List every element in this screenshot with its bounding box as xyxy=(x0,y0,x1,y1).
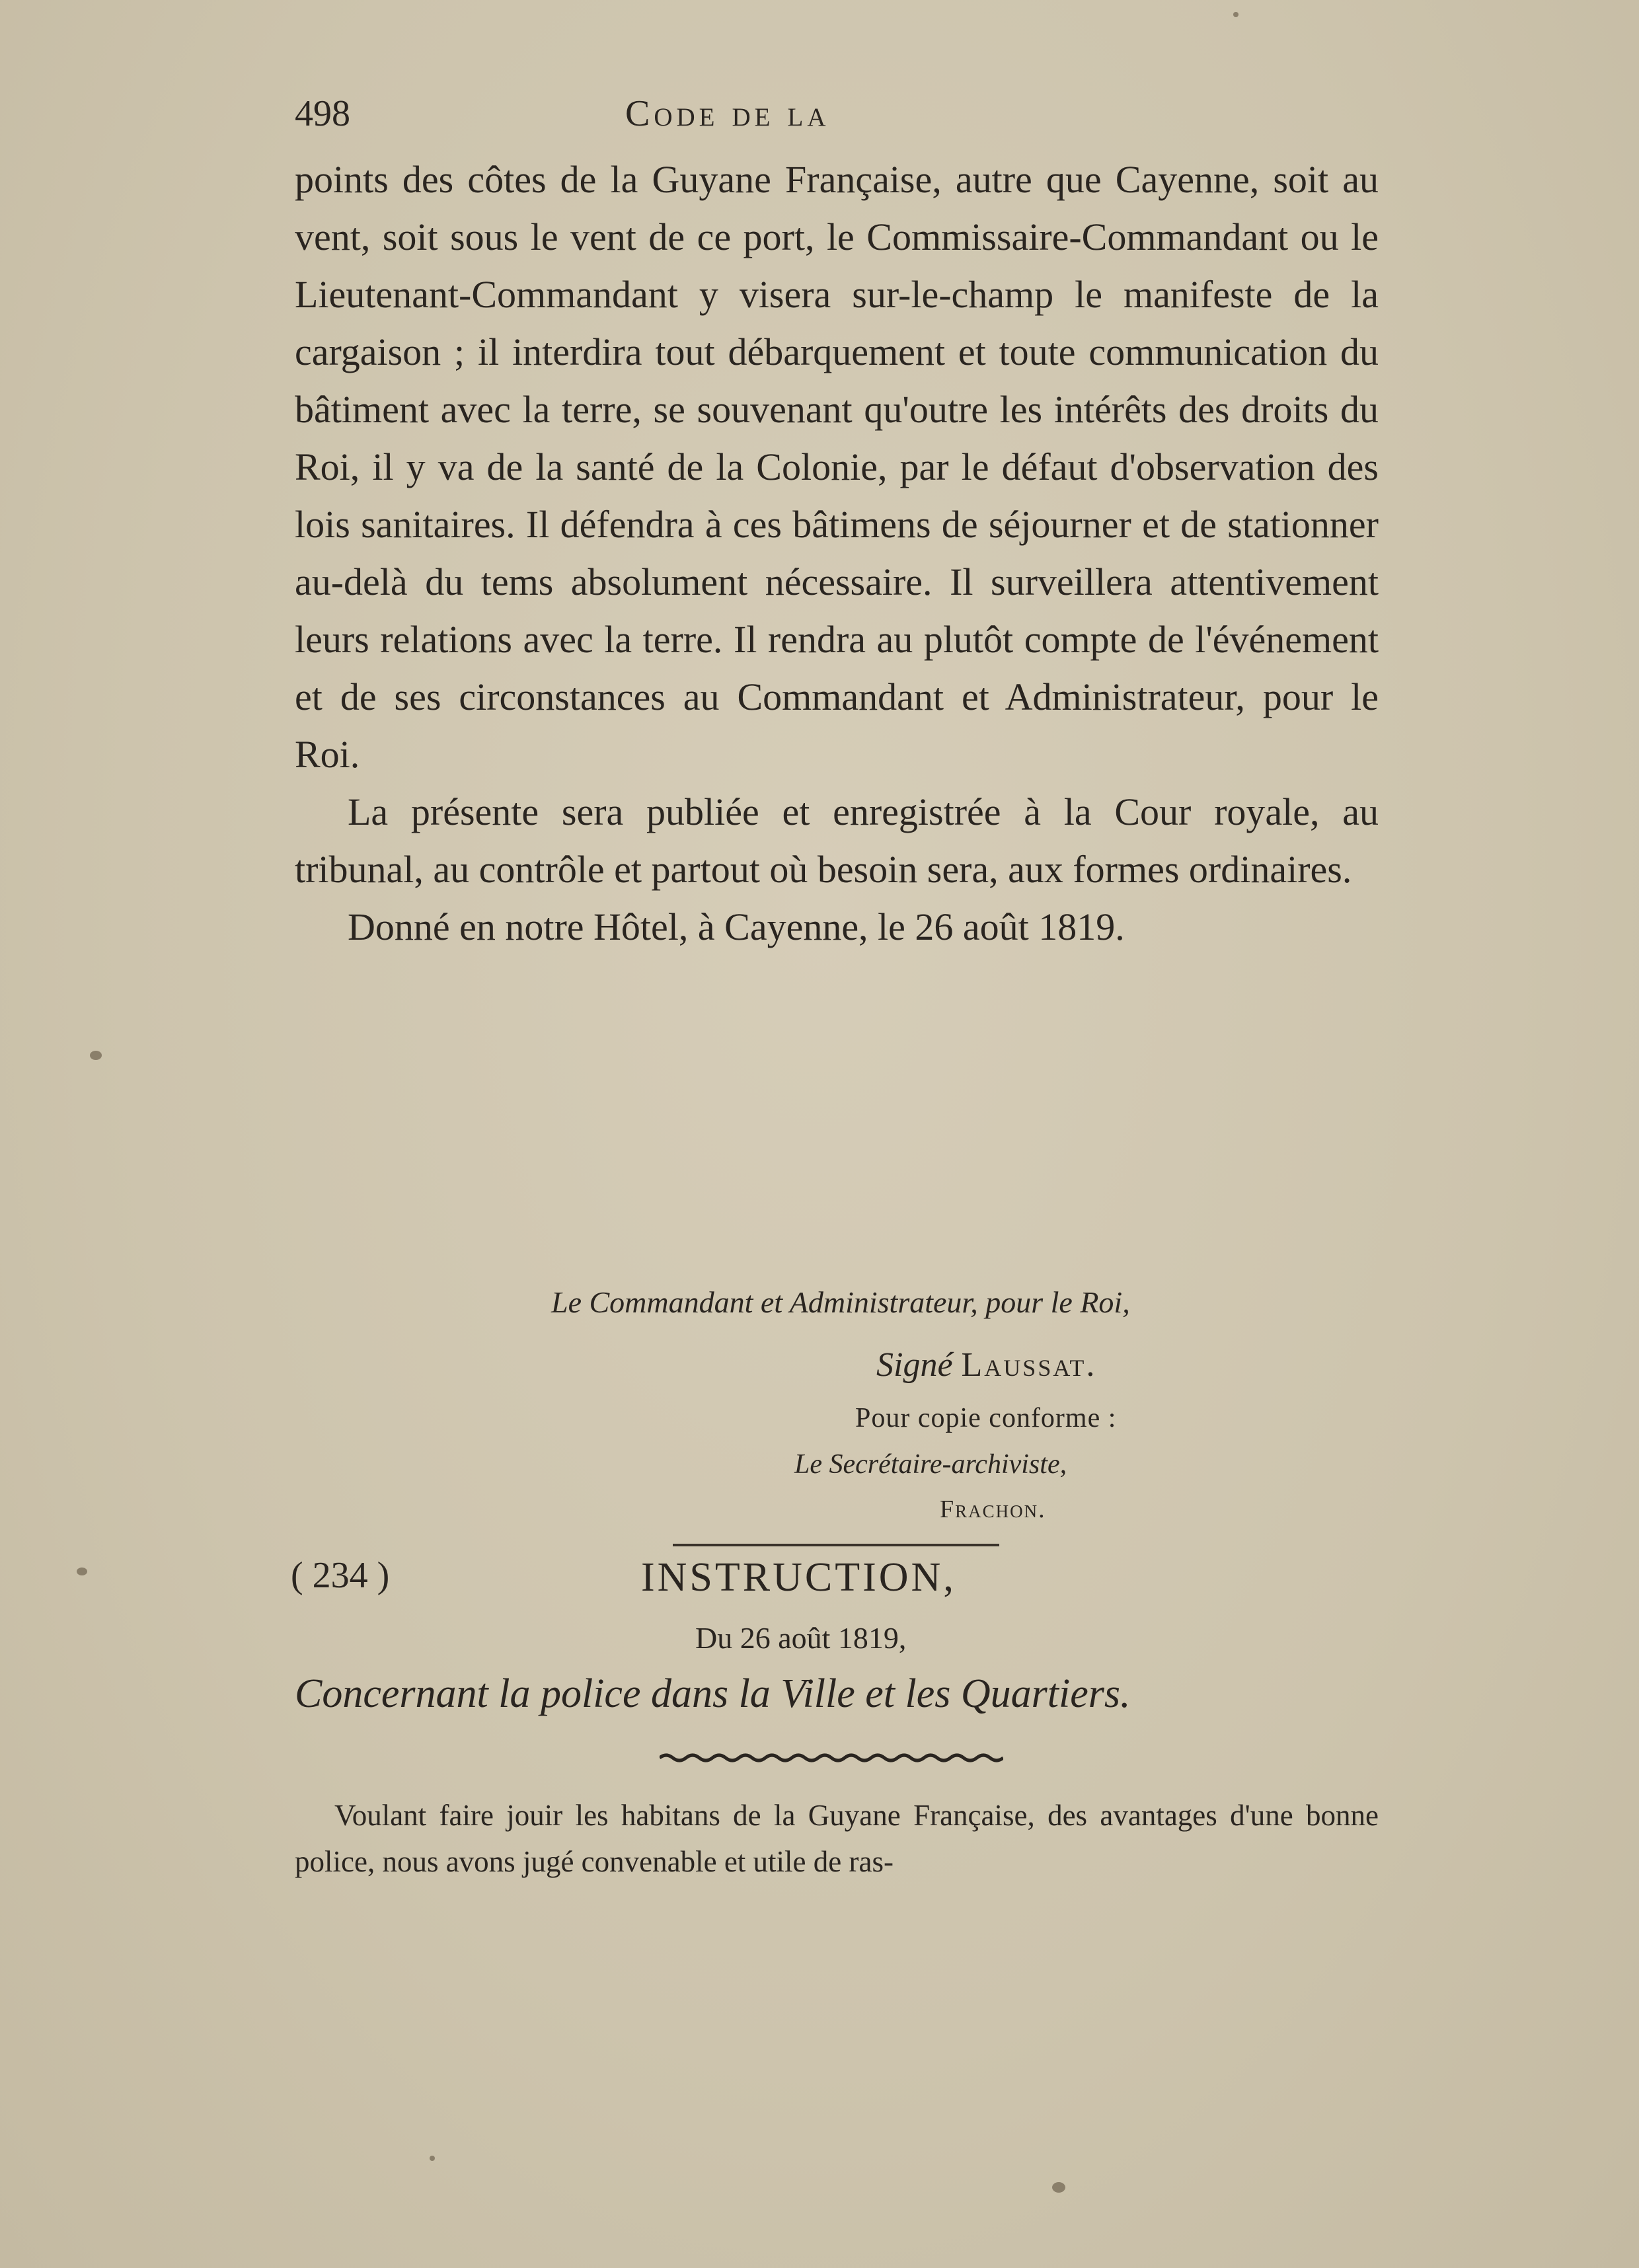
paper-speck xyxy=(90,1051,102,1060)
paragraph-publication: La présente sera publiée et enregistrée à la Cour royale, au tribunal, au contrôle et partout où besoin sera, aux formes ordinaires. xyxy=(295,790,1379,891)
section-title xyxy=(291,1554,1375,1607)
section-divider xyxy=(673,1544,999,1546)
paragraph-given-at: Donné en notre Hôtel, à Cayenne, le 26 août 1819. xyxy=(348,905,1125,948)
archivist-title: Le Secrétaire-archiviste, xyxy=(794,1449,1067,1480)
paper-speck xyxy=(77,1568,87,1575)
archivist-name: Frachon. xyxy=(940,1495,1046,1523)
section-heading: INSTRUCTION, xyxy=(641,1555,956,1600)
section-date: Du 26 août 1819, xyxy=(695,1621,907,1655)
running-title: Code de la xyxy=(625,93,830,134)
preamble xyxy=(295,1792,1379,1885)
ornamental-divider xyxy=(660,1751,1003,1764)
page-number: 498 xyxy=(295,93,350,134)
signed-word: Signé xyxy=(876,1346,953,1384)
preamble-text: Voulant faire jouir les habitans de la Guyane Française, des avantages d'une bonne police, nous avons jugé convenable et utile de ras- xyxy=(295,1799,1379,1878)
page-header xyxy=(295,93,1379,145)
paper-speck xyxy=(1233,12,1239,17)
body-text xyxy=(295,151,1379,956)
section-number: ( 234 ) xyxy=(291,1555,390,1596)
paper-speck xyxy=(1052,2182,1065,2193)
signed-line xyxy=(876,1345,1096,1384)
copy-conform-line: Pour copie conforme : xyxy=(855,1403,1117,1433)
section-subject: Concernant la police dans la Ville et les Quartiers. xyxy=(295,1671,1131,1716)
signatory-title: Le Commandant et Administrateur, pour le Roi, xyxy=(551,1285,1130,1319)
paragraph-continuation: points des côtes de la Guyane Française, autre que Cayenne, soit au vent, soit sous le vent de ce port, le Commissaire-Commandant ou le Lieutenant-Commandant y visera sur-le-champ le manifeste de la cargaison ; il interdira tout débarquement et toute communication du bâtiment avec la terre, se souvenant qu'outre les intérêts des droits du Roi, il y va de la santé de la Colonie, par le défaut d'observation des lois sanitaires. Il défendra à ces bâtimens de séjourner et de stationner au-delà du tems absolument nécessaire. Il surveillera attentivement leurs relations avec la terre. Il rendra au plutôt compte de l'événement et de ses circonstances au Commandant et Administrateur, pour le Roi. xyxy=(295,158,1379,776)
paper-speck xyxy=(430,2156,435,2161)
signer-name: Laussat. xyxy=(961,1346,1097,1384)
